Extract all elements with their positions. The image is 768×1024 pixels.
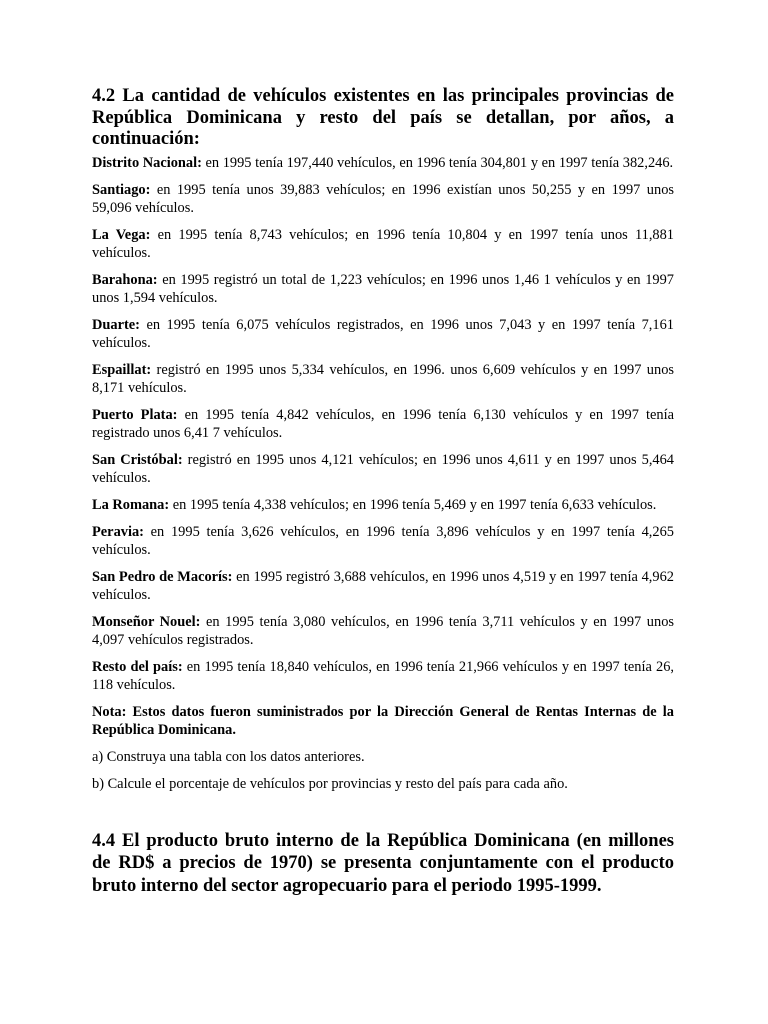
entry-text: en 1995 tenía 4,842 vehículos, en 1996 tenía 6,130 vehículos y en 1997 tenía registrado unos 6,41 7 vehículos. <box>92 406 675 441</box>
entry-peravia <box>92 523 674 559</box>
entry-text: registró en 1995 unos 5,334 vehículos, en 1996. unos 6,609 vehículos y en 1997 unos 8,171 vehículos. <box>92 361 674 396</box>
entry-name: Distrito Nacional: <box>92 154 202 171</box>
entry-puerto-plata <box>92 406 674 442</box>
province-entries <box>92 154 674 694</box>
entry-name: Monseñor Nouel: <box>92 613 201 630</box>
entry-name: Santiago: <box>92 181 151 198</box>
entry-name: Duarte: <box>92 316 140 333</box>
entry-name: Resto del país: <box>92 658 183 675</box>
entry-text: en 1995 tenía 18,840 vehículos, en 1996 tenía 21,966 vehículos y en 1997 tenía 26, 118 vehículos. <box>92 658 674 693</box>
entry-name: San Pedro de Macorís: <box>92 568 233 585</box>
entry-text: en 1995 tenía 197,440 vehículos, en 1996 tenía 304,801 y en 1997 tenía 382,246. <box>201 154 674 171</box>
entry-santiago <box>92 181 674 217</box>
entry-san-pedro-de-macoris <box>92 568 674 604</box>
question-4-2-heading: 4.2 La cantidad de vehículos existentes en las principales provincias de República Dominicana y resto del país se detallan, por años, a continuación: <box>92 86 674 149</box>
entry-text: registró en 1995 unos 4,121 vehículos; en 1996 unos 4,611 y en 1997 unos 5,464 vehículos. <box>92 451 675 486</box>
entry-text: en 1995 tenía 6,075 vehículos registrados, en 1996 unos 7,043 y en 1997 tenía 7,161 vehículos. <box>92 316 674 351</box>
entry-text: en 1995 registró 3,688 vehículos, en 1996 unos 4,519 y en 1997 tenía 4,962 vehículos. <box>92 568 674 603</box>
entry-text: en 1995 tenía 3,626 vehículos, en 1996 tenía 3,896 vehículos y en 1997 tenía 4,265 vehículos. <box>92 523 674 558</box>
entry-text: en 1995 tenía 3,080 vehículos, en 1996 tenía 3,711 vehículos y en 1997 unos 4,097 vehículos registrados. <box>92 613 674 648</box>
entry-san-cristobal <box>92 451 674 487</box>
entry-la-romana <box>92 496 674 514</box>
entry-name: Peravia: <box>92 523 144 540</box>
page-content <box>92 86 674 897</box>
source-note: Nota: Estos datos fueron suministrados por la Dirección General de Rentas Internas de la República Dominicana. <box>92 703 674 738</box>
entry-text: en 1995 registró un total de 1,223 vehículos; en 1996 unos 1,46 1 vehículos y en 1997 unos 1,594 vehículos. <box>92 271 674 306</box>
entry-la-vega <box>92 226 674 262</box>
entry-espaillat <box>92 361 674 397</box>
entry-duarte <box>92 316 674 352</box>
entry-monsenor-nouel <box>92 613 674 649</box>
entry-name: Barahona: <box>92 271 158 288</box>
question-4-4-heading: 4.4 El producto bruto interno de la República Dominicana (en millones de RD$ a precios de 1970) se presenta conjuntamente con el producto bruto interno del sector agropecuario para el periodo 1995-1999. <box>92 830 674 896</box>
task-a: a) Construya una tabla con los datos anteriores. <box>92 748 365 765</box>
entry-resto-del-pais <box>92 658 674 694</box>
entry-distrito-nacional <box>92 154 674 172</box>
entry-name: La Romana: <box>92 496 170 513</box>
entry-text: en 1995 tenía unos 39,883 vehículos; en 1996 existían unos 50,255 y en 1997 unos 59,096 vehículos. <box>92 181 674 216</box>
entry-name: Puerto Plata: <box>92 406 178 423</box>
entry-text: en 1995 tenía 4,338 vehículos; en 1996 tenía 5,469 y en 1997 tenía 6,633 vehículos. <box>169 496 657 513</box>
entry-name: La Vega: <box>92 226 151 243</box>
task-b: b) Calcule el porcentaje de vehículos por provincias y resto del país para cada año. <box>92 775 568 792</box>
entry-name: San Cristóbal: <box>92 451 183 468</box>
entry-text: en 1995 tenía 8,743 vehículos; en 1996 tenía 10,804 y en 1997 tenía unos 11,881 vehículos. <box>92 226 674 261</box>
entry-barahona <box>92 271 674 307</box>
entry-name: Espaillat: <box>92 361 152 378</box>
